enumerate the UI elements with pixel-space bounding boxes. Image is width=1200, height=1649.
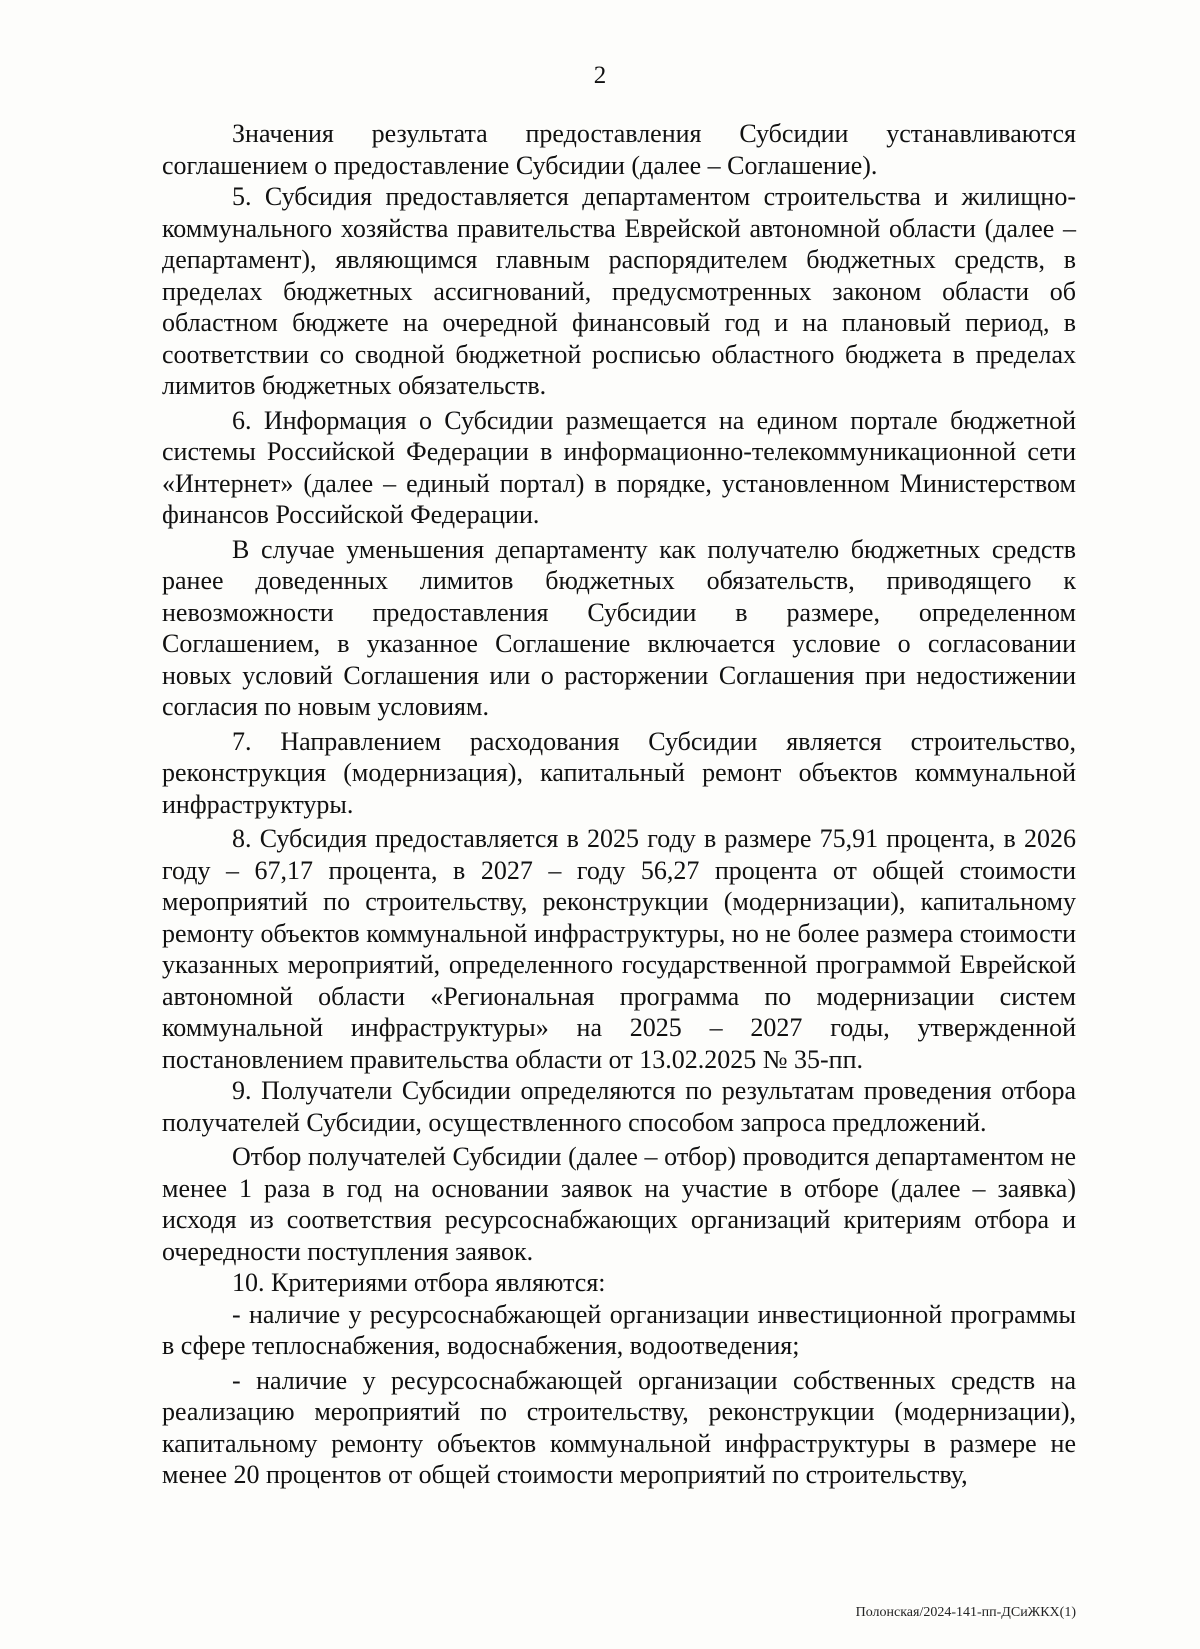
- page-number: 2: [593, 62, 607, 89]
- list-item-own-funds: - наличие у ресурсоснабжающей организации собственных средств на реализацию мероприятий по строительству, реконструкции (модернизации), капитальному ремонту объектов коммунальной инфраструктуры в размере не менее 20 процентов от общей стоимости мероприятий по строительству,: [162, 1365, 1076, 1489]
- paragraph-item-10: 10. Критериями отбора являются:: [232, 1268, 606, 1297]
- paragraph-item-5: 5. Субсидия предоставляется департаментом строительства и жилищно-коммунального хозяйства правительства Еврейской автономной области (далее – департамент), являющимся главным распорядителем бюджетных средств, в пределах бюджетных ассигнований, предусмотренных законом области об областном бюджете на очередной финансовый год и на плановый период, в соответствии со сводной бюджетной росписью областного бюджета в пределах лимитов бюджетных обязательств.: [162, 182, 1076, 400]
- paragraph-limits-reduction: В случае уменьшения департаменту как получателю бюджетных средств ранее доведенных лимитов бюджетных обязательств, приводящего к невозможности предоставления Субсидии в размере, определенном Соглашением, в указанное Соглашение включается условие о согласовании новых условий Соглашения или о расторжении Соглашения при недостижении согласия по новым условиям.: [162, 534, 1076, 721]
- paragraph-item-7: 7. Направлением расходования Субсидии является строительство, реконструкция (модернизация), капитальный ремонт объектов коммунальной инфраструктуры.: [162, 726, 1076, 819]
- list-item-investment-program: - наличие у ресурсоснабжающей организации инвестиционной программы в сфере теплоснабжения, водоснабжения, водоотведения;: [162, 1299, 1076, 1360]
- paragraph-item-6: 6. Информация о Субсидии размещается на едином портале бюджетной системы Российской Федерации в информационно-телекоммуникационной сети «Интернет» (далее – единый портал) в порядке, установленном Министерством финансов Российской Федерации.: [162, 405, 1076, 529]
- document-body: [162, 118, 1076, 1491]
- paragraph-subsidy-result-values: Значения результата предоставления Субсидии устанавливаются соглашением о предоставление Субсидии (далее – Соглашение).: [162, 119, 1076, 180]
- paragraph-item-8: 8. Субсидия предоставляется в 2025 году в размере 75,91 процента, в 2026 году – 67,17 процента, в 2027 – году 56,27 процента от общей стоимости мероприятий по строительству, реконструкции (модернизации), капитальному ремонту объектов коммунальной инфраструктуры, но не более размера стоимости указанных мероприятий, определенного государственной программой Еврейской автономной области «Региональная программа по модернизации систем коммунальной инфраструктуры» на 2025 – 2027 годы, утвержденной постановлением правительства области от 13.02.2025 № 35-пп.: [162, 824, 1076, 1074]
- paragraph-item-9: 9. Получатели Субсидии определяются по результатам проведения отбора получателей Субсидии, осуществленного способом запроса предложений.: [162, 1076, 1076, 1137]
- paragraph-selection: Отбор получателей Субсидии (далее – отбор) проводится департаментом не менее 1 раза в год на основании заявок на участие в отборе (далее – заявка) исходя из соответствия ресурсоснабжающих организаций критериям отбора и очередности поступления заявок.: [162, 1142, 1076, 1266]
- document-footer-reference: Полонская/2024-141-пп-ДСиЖКХ(1): [855, 1605, 1076, 1620]
